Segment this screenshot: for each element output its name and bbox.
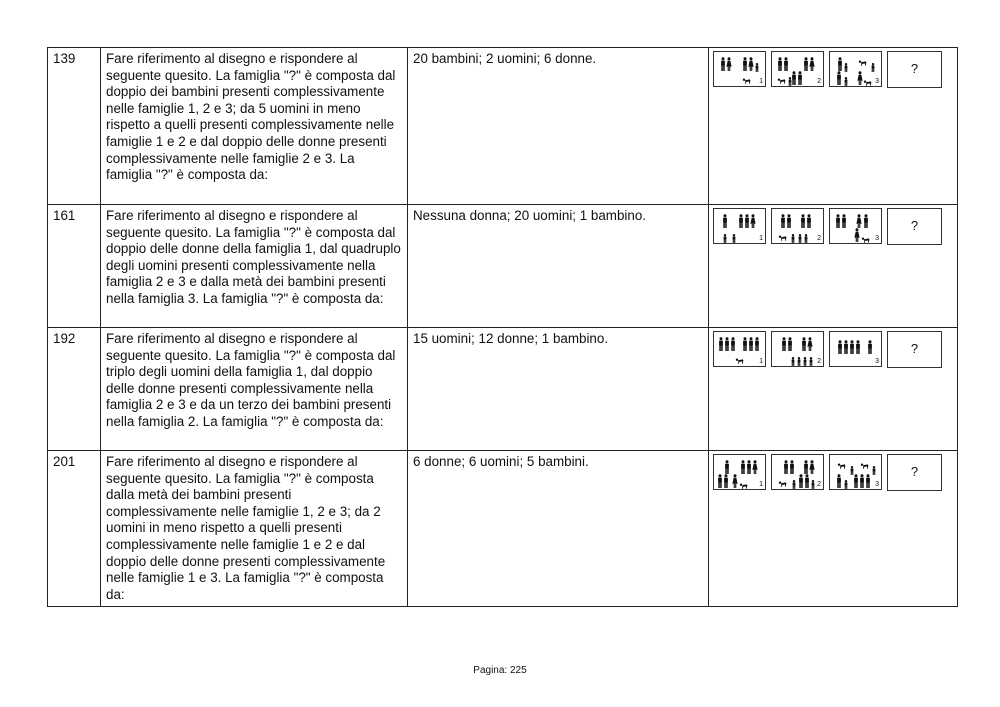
family-pictures <box>709 328 958 451</box>
family-number: 1 <box>759 481 763 488</box>
family-pictures <box>709 451 958 607</box>
family-number: 2 <box>817 235 821 242</box>
family-number: 1 <box>759 358 763 365</box>
family-number: 3 <box>875 358 879 365</box>
mystery-family-box: ? <box>887 51 942 88</box>
family-3-picture <box>829 454 882 490</box>
family-pictures <box>709 48 958 205</box>
family-number: 2 <box>817 481 821 488</box>
family-number: 1 <box>759 235 763 242</box>
family-3-picture <box>829 208 882 244</box>
question-text: Fare riferimento al disegno e rispondere al seguente quesito. La famiglia "?" è composta dalla metà dei bambini presenti complessivamente nelle famiglie 1, 2 e 3; da 2 uomini in meno rispetto a quelli presenti complessivamente nelle famiglie 1 e 2 e dal doppio delle donne presenti complessivamente nelle famiglie 1 e 3. La famiglia "?" è composta da: <box>101 451 408 607</box>
family-number: 2 <box>817 78 821 85</box>
family-2-picture <box>771 331 824 367</box>
answer-text: 6 donne; 6 uomini; 5 bambini. <box>408 451 709 607</box>
family-number: 3 <box>875 78 879 85</box>
family-number: 1 <box>759 78 763 85</box>
answer-text: Nessuna donna; 20 uomini; 1 bambino. <box>408 205 709 328</box>
mystery-family-box: ? <box>887 208 942 245</box>
question-id: 139 <box>48 48 101 205</box>
table-row <box>48 451 958 607</box>
question-text: Fare riferimento al disegno e rispondere al seguente quesito. La famiglia "?" è composta dal doppio delle donne della famiglia 1, dal quadruplo degli uomini presenti complessivamente nella famiglia 2 e 3 e dalla metà dei bambini presenti nella famiglia 3. La famiglia "?" è composta da: <box>101 205 408 328</box>
table-row <box>48 328 958 451</box>
family-1-picture <box>713 331 766 367</box>
family-pictures <box>709 205 958 328</box>
family-number: 2 <box>817 358 821 365</box>
answer-text: 15 uomini; 12 donne; 1 bambino. <box>408 328 709 451</box>
table-row <box>48 48 958 205</box>
question-id: 161 <box>48 205 101 328</box>
family-1-picture <box>713 51 766 87</box>
family-3-picture <box>829 331 882 367</box>
page-number: Pagina: 225 <box>473 665 527 676</box>
answer-text: 20 bambini; 2 uomini; 6 donne. <box>408 48 709 205</box>
question-text: Fare riferimento al disegno e rispondere al seguente quesito. La famiglia "?" è composta dal doppio dei bambini presenti complessivamente nelle famiglie 1, 2 e 3; da 5 uomini in meno rispetto a quelli presenti complessivamente nelle famiglie 1 e 2 e dal doppio delle donne presenti complessivamente nelle famiglie 2 e 3. La famiglia "?" è composta da: <box>101 48 408 205</box>
mystery-family-box: ? <box>887 331 942 368</box>
family-2-picture <box>771 454 824 490</box>
family-1-picture <box>713 454 766 490</box>
question-id: 201 <box>48 451 101 607</box>
family-1-picture <box>713 208 766 244</box>
family-number: 3 <box>875 481 879 488</box>
family-2-picture <box>771 208 824 244</box>
mystery-family-box: ? <box>887 454 942 491</box>
question-table <box>47 47 958 607</box>
question-text: Fare riferimento al disegno e rispondere al seguente quesito. La famiglia "?" è composta dal triplo degli uomini della famiglia 1, dal doppio delle donne presenti complessivamente nella famiglia 2 e 3 e da un terzo dei bambini presenti nella famiglia 2. La famiglia "?" è composta da: <box>101 328 408 451</box>
table-row <box>48 205 958 328</box>
question-id: 192 <box>48 328 101 451</box>
family-number: 3 <box>875 235 879 242</box>
family-3-picture <box>829 51 882 87</box>
family-2-picture <box>771 51 824 87</box>
